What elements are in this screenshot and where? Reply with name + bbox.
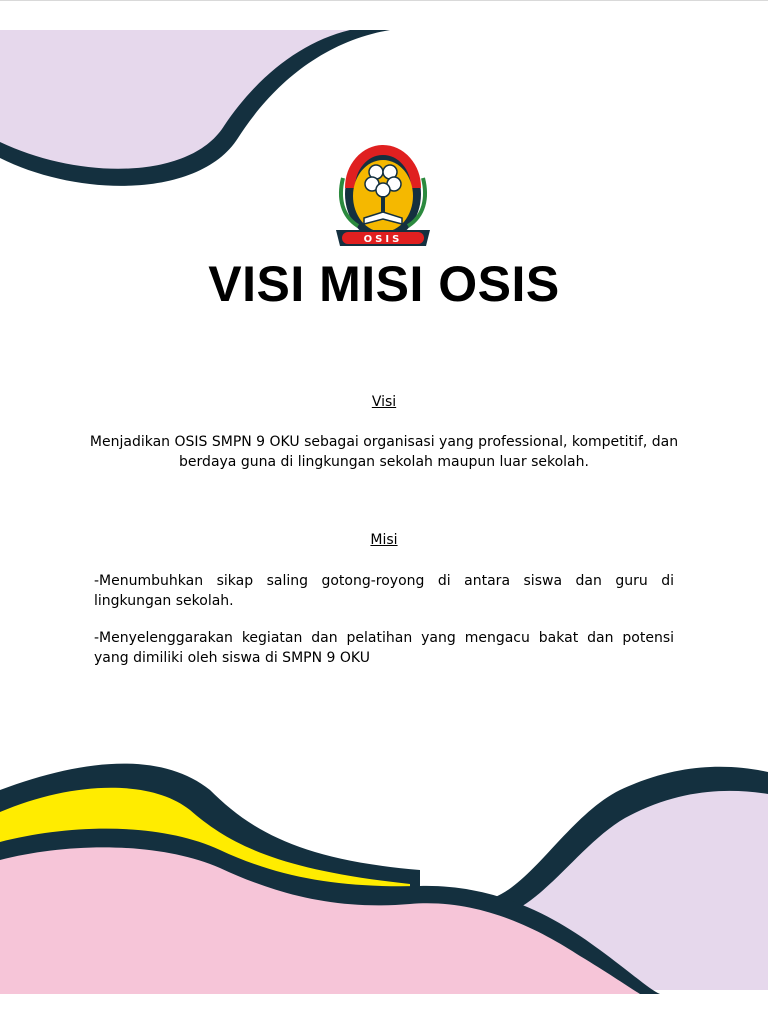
visi-heading: Visi (371, 394, 397, 410)
misi-heading: Misi (370, 532, 398, 548)
bottom-wave-decoration (0, 750, 768, 1024)
osis-emblem-icon (328, 138, 438, 254)
page-title: VISI MISI OSIS (208, 256, 560, 312)
misi-item: -Menyelenggarakan kegiatan dan pelatihan yang mengacu bakat dan potensi yang dimiliki oleh siswa di SMPN 9 OKU (94, 630, 674, 666)
visi-text: Menjadikan OSIS SMPN 9 OKU sebagai organisasi yang professional, kompetitif, dan berdaya guna di lingkungan sekolah maupun luar sekolah. (89, 434, 679, 470)
svg-text:OSIS: OSIS (363, 234, 403, 245)
misi-item: -Menumbuhkan sikap saling gotong-royong di antara siswa dan guru di lingkungan sekolah. (94, 573, 674, 609)
